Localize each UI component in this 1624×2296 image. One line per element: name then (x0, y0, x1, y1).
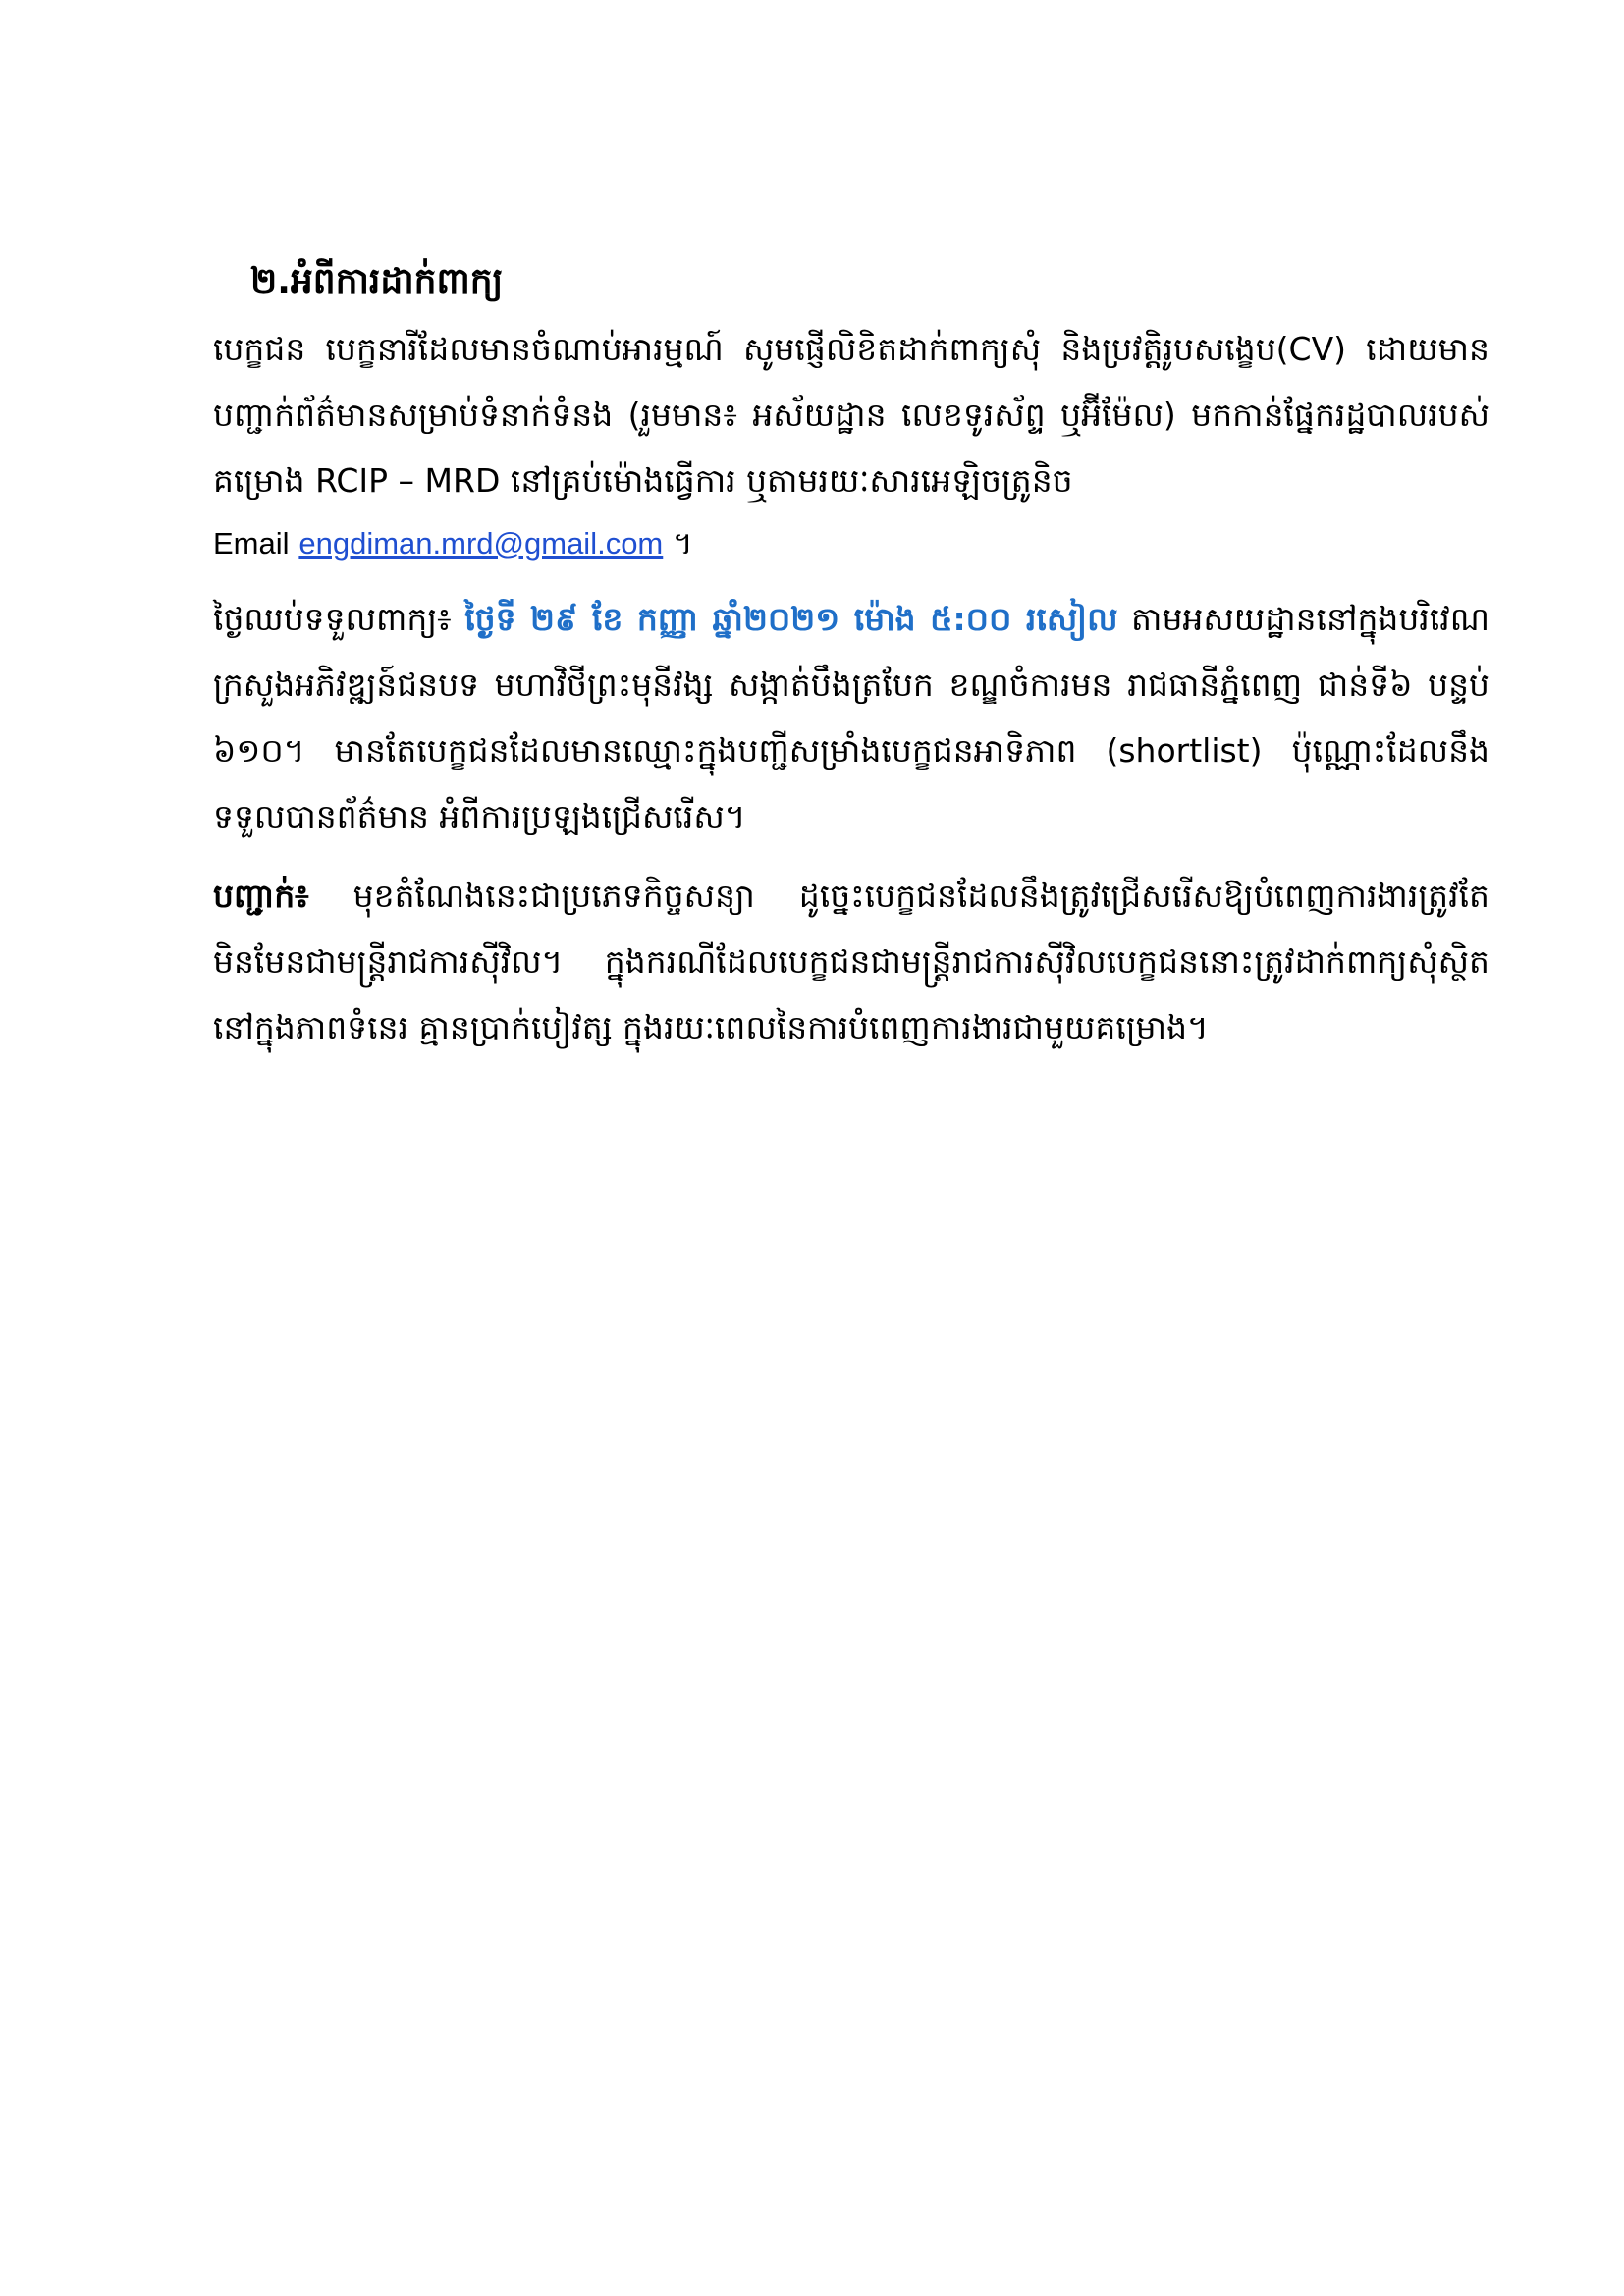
paragraph-gap (213, 849, 1489, 863)
deadline-details: តាមអសយដ្ឋាននៅក្នុងបរិវេណក្រសួងអភិវឌ្ឍន៍ជនបទ មហាវិថីព្រះមុនីវង្ស សង្កាត់បឹងត្របែក ខណ្ឌចំការមន រាជធានីភ្នំពេញ ជាន់ទី៦ បន្ទប់ ៦១០។ មានតែបេក្ខជនដែលមានឈ្មោះក្នុងបញ្ជីសម្រាំងបេក្ខជនអាទិភាព (shortlist) ប៉ុណ្ណោះដែលនឹងទទួលបានព័ត៌មាន អំពីការប្រឡងជ្រើសរើស។ (213, 600, 1489, 835)
section-heading: ២.អំពីការដាក់ពាក្យ (250, 261, 504, 301)
note-label: បញ្ជាក់៖ (213, 877, 309, 915)
email-link[interactable]: engdiman.mrd@gmail.com (298, 526, 664, 561)
email-end-mark: ។ (673, 526, 693, 561)
note-text: មុខតំណែងនេះជាប្រភេទកិច្ចសន្យា ដូច្នេះបេក្ខជនដែលនឹងត្រូវជ្រើសរើសឱ្យបំពេញការងារត្រូវតែមិនមែនជាមន្ត្រីរាជការស៊ីវិល។ ក្នុងករណីដែលបេក្ខជនជាមន្ត្រីរាជការស៊ីវិលបេក្ខជននោះត្រូវដាក់ពាក្យសុំស្ថិតនៅក្នុងភាពទំនេរ គ្មានប្រាក់បៀវត្ស ក្នុងរយៈពេលនៃការបំពេញការងារជាមួយគម្រោង។ (213, 877, 1489, 1046)
deadline-datetime: ថ្ងៃទី ២៩ ខែ កញ្ញា ឆ្នាំ២០២១ ម៉ោង ៥:០០ រសៀល (464, 600, 1118, 638)
email-label: Email (213, 526, 290, 561)
document-body (213, 253, 1489, 1060)
deadline-paragraph (213, 586, 1489, 849)
note-paragraph (213, 863, 1489, 1060)
email-line (213, 515, 1489, 572)
deadline-label: ថ្ងៃឈប់ទទួលពាក្យ៖ (213, 600, 452, 638)
application-paragraph: បេក្ខជន បេក្ខនារីដែលមានចំណាប់អារម្មណ៍ សូមផ្ញើលិខិតដាក់ពាក្យសុំ និងប្រវត្តិរូបសង្ខេប(CV) ដោយមានបញ្ជាក់ព័ត៌មានសម្រាប់ទំនាក់ទំនង (រួមមាន៖ អស័យដ្ឋាន លេខទូរស័ព្ទ ឬអ៊ីម៉ែល) មកកាន់ផ្នែករដ្ឋបាលរបស់គម្រោង RCIP – MRD នៅគ្រប់ម៉ោងធ្វើការ ឬតាមរយៈសារអេឡិចត្រូនិច (213, 330, 1489, 500)
